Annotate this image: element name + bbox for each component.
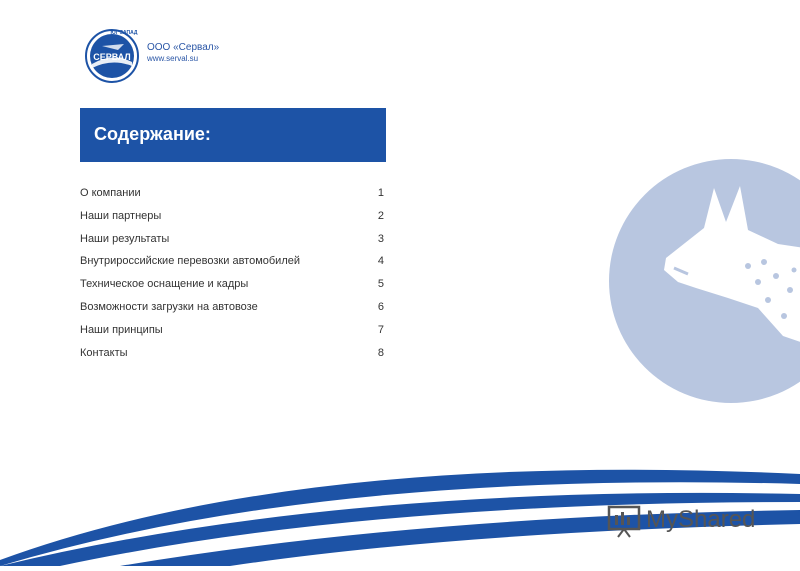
logo-arc-text: ЮГ ЗАПАД <box>110 30 138 36</box>
toc-page-number: 7 <box>377 323 384 336</box>
section-title: Содержание: <box>94 124 211 144</box>
toc-item[interactable] <box>80 182 386 205</box>
myshared-watermark <box>606 503 766 539</box>
logo-emblem <box>84 28 140 84</box>
toc-item[interactable] <box>80 296 386 319</box>
toc-page-number: 2 <box>377 209 384 222</box>
toc-page-number: 6 <box>377 300 384 313</box>
section-title-bar <box>80 108 386 162</box>
table-of-contents <box>80 182 386 364</box>
toc-item[interactable] <box>80 250 386 273</box>
toc-page-number: 3 <box>377 232 384 245</box>
serval-illustration <box>608 158 800 404</box>
presentation-board-icon <box>606 503 642 539</box>
toc-item[interactable] <box>80 319 386 342</box>
toc-label: Возможности загрузки на автовозе <box>80 300 258 313</box>
toc-page-number: 1 <box>377 187 384 199</box>
toc-item[interactable] <box>80 342 386 365</box>
toc-label: Техническое оснащение и кадры <box>80 278 249 291</box>
toc-item[interactable] <box>80 228 386 251</box>
company-name: ООО «Сервал» <box>147 42 220 53</box>
toc-item[interactable] <box>80 205 386 228</box>
company-info <box>147 42 219 64</box>
toc-page-number: 8 <box>377 346 384 359</box>
watermark-text: MyShared <box>646 506 756 533</box>
toc-page-number: 4 <box>377 255 384 268</box>
company-logo <box>84 28 140 84</box>
company-website[interactable]: www.serval.su <box>147 54 199 63</box>
toc-page-number: 5 <box>377 278 384 291</box>
toc-label: Наши принципы <box>80 323 163 336</box>
toc-label: О компании <box>80 187 141 199</box>
logo-text: СЕРВАЛ <box>93 52 131 62</box>
toc-label: Внутрироссийские перевозки автомобилей <box>80 255 301 268</box>
toc-label: Наши результаты <box>80 232 170 245</box>
toc-item[interactable] <box>80 273 386 296</box>
toc-label: Контакты <box>80 346 128 359</box>
toc-label: Наши партнеры <box>80 209 162 222</box>
